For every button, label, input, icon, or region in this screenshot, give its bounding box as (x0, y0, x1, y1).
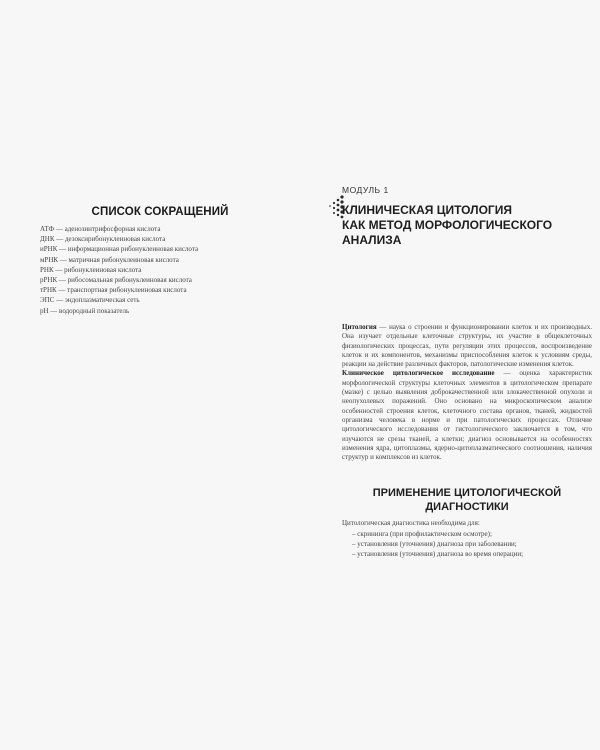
section-title-line: ДИАГНОСТИКИ (425, 500, 509, 513)
term-clinical-study: Клиническое цитологическое исследование (342, 369, 495, 378)
chapter-title-line: КАК МЕТОД МОРФОЛОГИЧЕСКОГО (342, 218, 553, 232)
abbreviation-item: ДНК — дезоксирибонуклеиновая кислота (40, 235, 166, 244)
paragraph-text: — наука о строении и функционировании клеток и их производных. Она изучает отдельные клеточные структуры, их участие в общеклеточных физиологических процессах, пути регуляции этих процессов, воспроизведение клеток и их компонентов, механизмы приспособления клеток к условиям среды, реакции на действие различных факторов, патологические изменения клеток. (342, 323, 592, 369)
section-title-line: ПРИМЕНЕНИЕ ЦИТОЛОГИЧЕСКОЙ (372, 487, 562, 499)
paragraph-cytology (342, 323, 592, 369)
abbreviation-item: РНК — рибонуклеиновая кислота (40, 265, 142, 274)
chapter-title-line: КЛИНИЧЕСКАЯ ЦИТОЛОГИЯ (342, 203, 512, 217)
term-cytology: Цитология (342, 323, 377, 331)
diagnostics-intro: Цитологическая диагностика необходима для: (342, 519, 480, 527)
right-page (300, 0, 600, 750)
abbreviation-item: ЭПС — эндоплазматическая сеть (40, 296, 140, 305)
module-label: МОДУЛЬ 1 (342, 185, 389, 195)
chapter-title (342, 203, 592, 248)
diagnostics-item: – установления (уточнения) диагноза во время операции; (352, 550, 524, 558)
paragraph-clinical-study (342, 369, 592, 462)
abbreviation-item: рРНК — рибосомальная рибонуклеиновая кислота (40, 276, 192, 285)
diagnostics-item: – скрининга (при профилактическом осмотре); (352, 530, 492, 538)
abbreviation-item: тРНК — транспортная рибонуклеиновая кислота (40, 286, 187, 295)
abbreviation-item: АТФ — аденозинтрифосфорная кислота (40, 225, 161, 233)
paragraph-text: — оценка характеристик морфологической структуры клеточных элементов в цитологическом препарате (мазке) с целью выявления доброкачественной или злокачественной опухоли и неопухолевых поражений. Оно основано на микроскопическом анализе особенностей строения клеток, клеточного состава органов, тканей, жидкостей организма человека в норме и при патологических процессах. Отличие цитологического исследования от гистологического заключается в том, что изучаются не срезы тканей, а клетки; диагноз основывается на особенностях изменения ядра, цитоплазмы, ядерно-цитоплазматического соотношения, наличия структур и комплексов из клеток. (342, 369, 592, 462)
abbreviation-item: pH — водородный показатель (40, 306, 130, 315)
diagnostics-item: – установления (уточнения) диагноза при заболевании; (352, 540, 517, 548)
abbreviation-item: мРНК — матричная рибонуклеиновая кислота (40, 255, 179, 264)
abbreviations-list (40, 224, 290, 316)
chapter-title-line: АНАЛИЗА (342, 233, 402, 247)
abbreviations-title: СПИСОК СОКРАЩЕНИЙ (91, 206, 229, 218)
abbreviation-item: иРНК — информационная рибонуклеиновая кислота (40, 245, 199, 254)
body-text (342, 323, 592, 462)
diagnostics-list (352, 529, 592, 559)
section-title (342, 487, 592, 514)
